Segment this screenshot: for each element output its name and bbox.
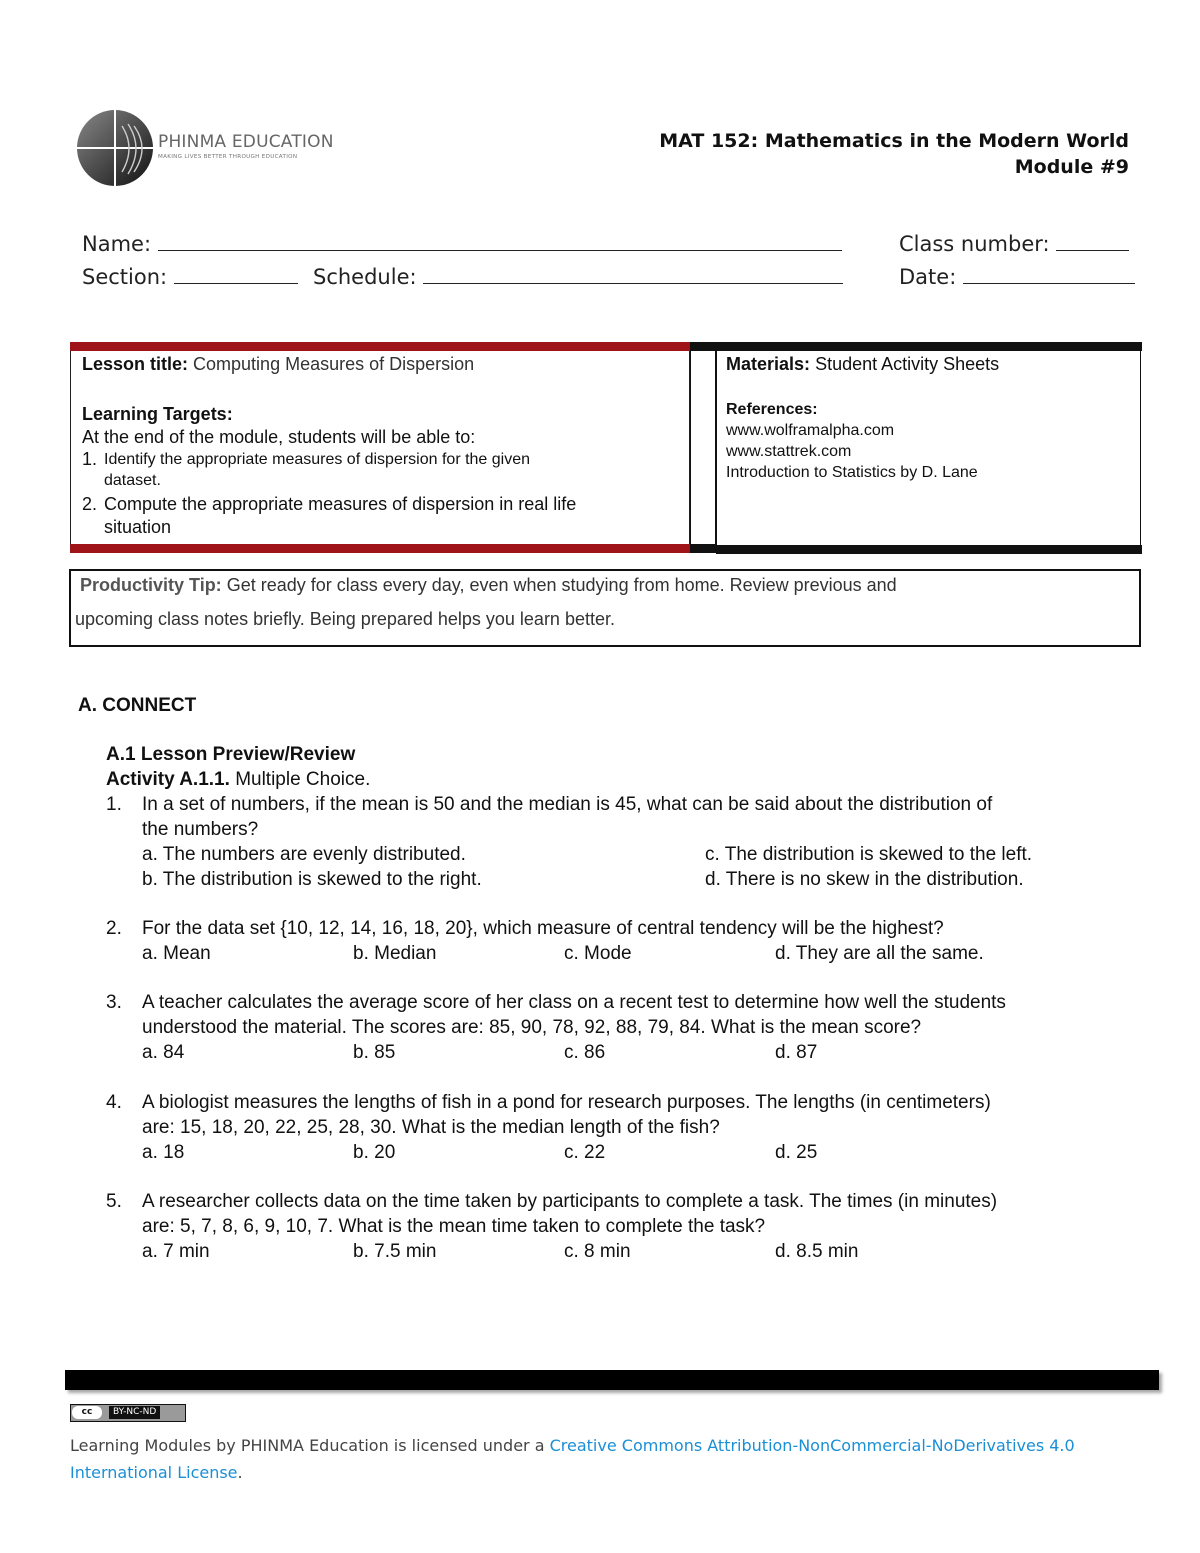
license-link[interactable]: Creative Commons Attribution-NonCommercial-NoDerivatives 4.0 [549, 1436, 1075, 1455]
materials-value: Student Activity Sheets [815, 354, 1000, 374]
choice-option[interactable]: a. 18 [142, 1142, 185, 1163]
choice-option[interactable]: d. 8.5 min [775, 1241, 859, 1262]
question-number: 5. [106, 1191, 122, 1212]
logo-tagline: MAKING LIVES BETTER THROUGH EDUCATION [158, 154, 298, 160]
question-item [106, 990, 1146, 1065]
choice-option[interactable]: b. Median [353, 943, 437, 964]
references-label: References: [726, 401, 818, 418]
lesson-title-label: Lesson title: [82, 354, 189, 374]
course-title: MAT 152: Mathematics in the Modern World [659, 130, 1129, 152]
choice-option[interactable]: c. Mode [564, 943, 632, 964]
cc-license-badge[interactable] [70, 1404, 186, 1422]
name-line[interactable] [158, 232, 842, 251]
question-item [106, 792, 1146, 892]
choice-option[interactable]: c. The distribution is skewed to the left. [705, 844, 1033, 865]
reference-item: Introduction to Statistics by D. Lane [726, 464, 978, 481]
question-text: For the data set {10, 12, 14, 16, 18, 20}, which measure of central tendency will be the highest? [142, 918, 944, 939]
question-item [106, 916, 1146, 966]
choice-option[interactable]: c. 22 [564, 1142, 606, 1163]
question-number: 4. [106, 1092, 122, 1113]
question-text: the numbers? [142, 819, 259, 840]
date-line[interactable] [963, 265, 1135, 284]
choice-option[interactable]: c. 86 [564, 1042, 606, 1063]
question-number: 2. [106, 918, 122, 939]
materials-label: Materials: [726, 354, 811, 374]
license-text: Learning Modules by PHINMA Education is licensed under a Creative Commons Attribution-NonCommercial-NoDerivatives 4.0 International License. [70, 1436, 1075, 1482]
question-number: 3. [106, 992, 122, 1013]
section-line[interactable] [174, 265, 298, 284]
cc-badge-text: BY-NC-ND [109, 1406, 160, 1419]
question-text: are: 5, 7, 8, 6, 9, 10, 7. What is the mean time taken to complete the task? [142, 1216, 766, 1237]
course-header [659, 128, 1129, 180]
choice-option[interactable]: b. 7.5 min [353, 1241, 437, 1262]
choice-option[interactable]: d. 25 [775, 1142, 818, 1163]
cc-icon: cc [72, 1406, 102, 1419]
question-text: understood the material. The scores are: 85, 90, 78, 92, 88, 79, 84. What is the mean score? [142, 1017, 922, 1038]
productivity-tip-line1: Productivity Tip: Get ready for class every day, even when studying from home. Review previous and [80, 575, 897, 595]
question-item [106, 1090, 1146, 1165]
choice-option[interactable]: b. The distribution is skewed to the right. [142, 869, 482, 890]
activity-title: Activity A.1.1. Multiple Choice. [106, 769, 371, 790]
question-number: 1. [106, 794, 122, 815]
productivity-tip-line2: upcoming class notes briefly. Being prepared helps you learn better. [75, 609, 615, 629]
choice-option[interactable]: c. 8 min [564, 1241, 631, 1262]
lesson-preview-heading: A.1 Lesson Preview/Review [106, 744, 356, 765]
choice-option[interactable]: b. 20 [353, 1142, 396, 1163]
footer-bar [65, 1370, 1159, 1390]
choice-option[interactable]: a. Mean [142, 943, 211, 964]
class-number-line[interactable] [1056, 232, 1129, 251]
choice-option[interactable]: d. They are all the same. [775, 943, 984, 964]
section-heading: A. CONNECT [78, 695, 197, 716]
lesson-content [82, 353, 682, 539]
targets-intro: At the end of the module, students will be able to: [82, 427, 476, 447]
lesson-title: Computing Measures of Dispersion [193, 354, 475, 374]
choice-option[interactable]: a. The numbers are evenly distributed. [142, 844, 466, 865]
section-field[interactable] [82, 265, 298, 289]
module-number: Module #9 [1014, 156, 1129, 178]
productivity-tip-label: Productivity Tip: [80, 575, 222, 595]
logo-name: PHINMA EDUCATION [158, 132, 334, 152]
question-item [106, 1189, 1146, 1264]
target-item: 1. Identify the appropriate measures of dispersion for the given dataset. [82, 449, 531, 489]
schedule-line[interactable] [423, 265, 843, 284]
license-link[interactable]: International License [70, 1463, 238, 1482]
choice-option[interactable]: d. 87 [775, 1042, 818, 1063]
name-field[interactable] [82, 232, 842, 256]
reference-item: www.wolframalpha.com [726, 422, 895, 439]
question-text: In a set of numbers, if the mean is 50 and the median is 45, what can be said about the distribution of [142, 794, 993, 815]
name-label: Name: [82, 232, 152, 256]
question-text: A teacher calculates the average score of her class on a recent test to determine how well the students [142, 992, 1006, 1013]
schedule-field[interactable] [313, 265, 843, 289]
choice-option[interactable]: d. There is no skew in the distribution. [705, 869, 1024, 890]
target-item: 2. Compute the appropriate measures of dispersion in real life situation [82, 494, 577, 537]
class-number-field[interactable] [899, 232, 1129, 256]
question-text: A biologist measures the lengths of fish in a pond for research purposes. The lengths (in centimeters) [142, 1092, 991, 1113]
question-text: are: 15, 18, 20, 22, 25, 28, 30. What is the median length of the fish? [142, 1117, 720, 1138]
section-label: Section: [82, 265, 168, 289]
schedule-label: Schedule: [313, 265, 417, 289]
class-number-label: Class number: [899, 232, 1050, 256]
box-divider [690, 342, 716, 553]
choice-option[interactable]: a. 7 min [142, 1241, 210, 1262]
date-field[interactable] [899, 265, 1135, 289]
reference-item: www.stattrek.com [726, 443, 852, 460]
question-text: A researcher collects data on the time taken by participants to complete a task. The times (in minutes) [142, 1191, 998, 1212]
choice-option[interactable]: a. 84 [142, 1042, 185, 1063]
choice-option[interactable]: b. 85 [353, 1042, 396, 1063]
materials-content [726, 353, 1131, 483]
date-label: Date: [899, 265, 957, 289]
learning-targets-label: Learning Targets: [82, 404, 233, 424]
